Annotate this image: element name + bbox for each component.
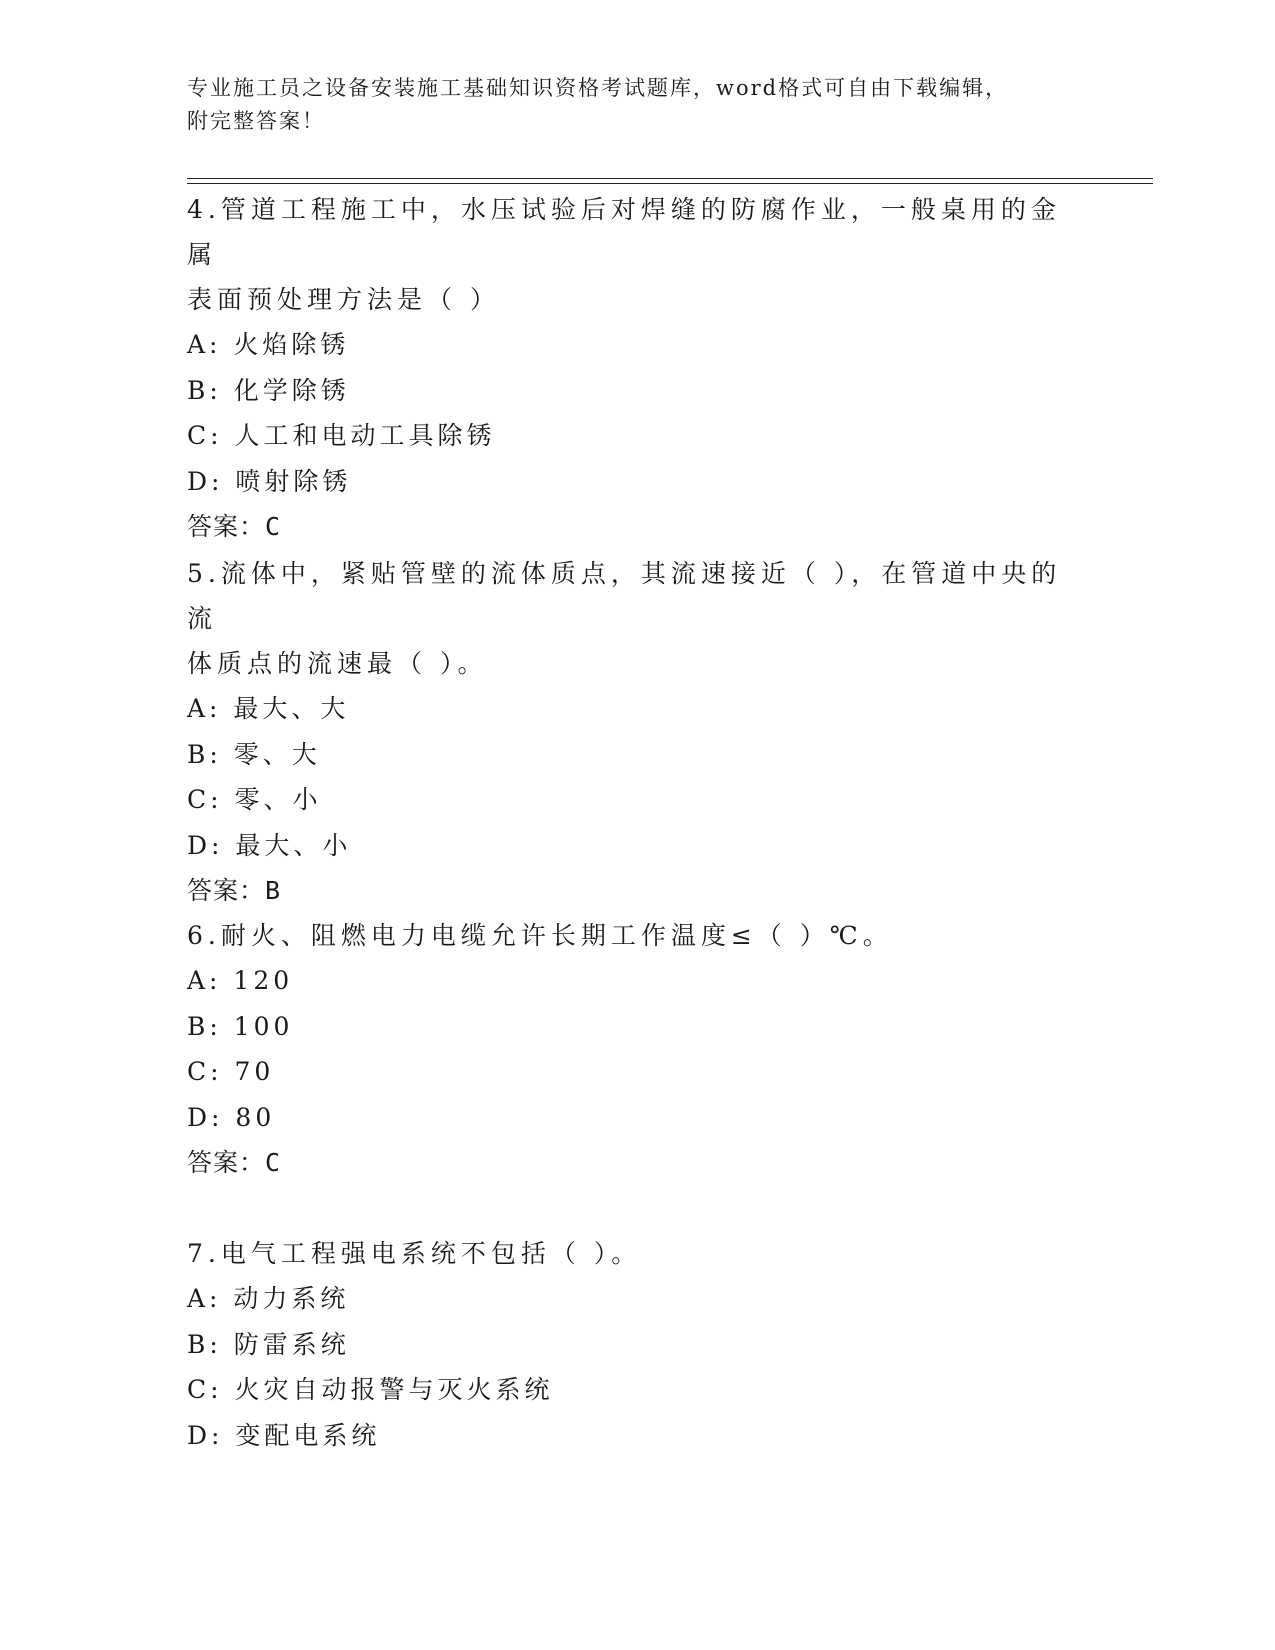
- answer-line: 答案：B: [187, 876, 282, 905]
- option-d: D: 80: [187, 1102, 276, 1132]
- option-d: D: 喷射除锈: [187, 466, 352, 496]
- question-5: [187, 551, 1087, 913]
- question-stem-line: 7.电气工程强电系统不包括（ ）。: [187, 1239, 642, 1268]
- option-a: A: 最大、大: [187, 694, 350, 723]
- question-stem-line: 4.管道工程施工中，水压试验后对焊缝的防腐作业，一般桌用的金属: [187, 195, 1061, 269]
- answer-line: 答案：C: [187, 1148, 282, 1177]
- answer-line: 答案：C: [187, 512, 282, 541]
- option-b: B: 防雷系统: [187, 1329, 350, 1359]
- option-b: B: 100: [187, 1011, 294, 1041]
- option-b: B: 化学除锈: [187, 375, 350, 405]
- option-c: C: 零、小: [187, 785, 322, 814]
- question-stem-line: 体质点的流速最（ ）。: [187, 649, 488, 678]
- document-header: [187, 72, 1077, 138]
- option-d: D: 变配电系统: [187, 1420, 381, 1450]
- question-stem-line: 表面预处理方法是（ ）: [187, 285, 500, 314]
- question-7: [187, 1231, 1087, 1458]
- header-divider-top: [187, 178, 1153, 179]
- question-stem-line: 5.流体中，紧贴管壁的流体质点，其流速接近（ ），在管道中央的流: [187, 559, 1062, 633]
- question-6: [187, 913, 1087, 1185]
- option-c: C: 70: [187, 1057, 275, 1086]
- option-a: A: 动力系统: [187, 1284, 350, 1313]
- option-a: A: 120: [187, 966, 294, 995]
- question-stem-line: 6.耐火、阻燃电力电缆允许长期工作温度≤（ ）℃。: [187, 921, 893, 950]
- option-c: C: 火灾自动报警与灭火系统: [187, 1375, 554, 1404]
- option-c: C: 人工和电动工具除锈: [187, 421, 496, 450]
- option-d: D: 最大、小: [187, 830, 352, 860]
- question-4: [187, 187, 1087, 549]
- header-divider-bottom: [187, 183, 1153, 184]
- option-b: B: 零、大: [187, 739, 321, 769]
- option-a: A: 火焰除锈: [187, 330, 350, 359]
- header-line-2: 附完整答案！: [187, 109, 325, 133]
- header-line-1: 专业施工员之设备安装施工基础知识资格考试题库，word格式可自由下载编辑，: [187, 76, 1009, 100]
